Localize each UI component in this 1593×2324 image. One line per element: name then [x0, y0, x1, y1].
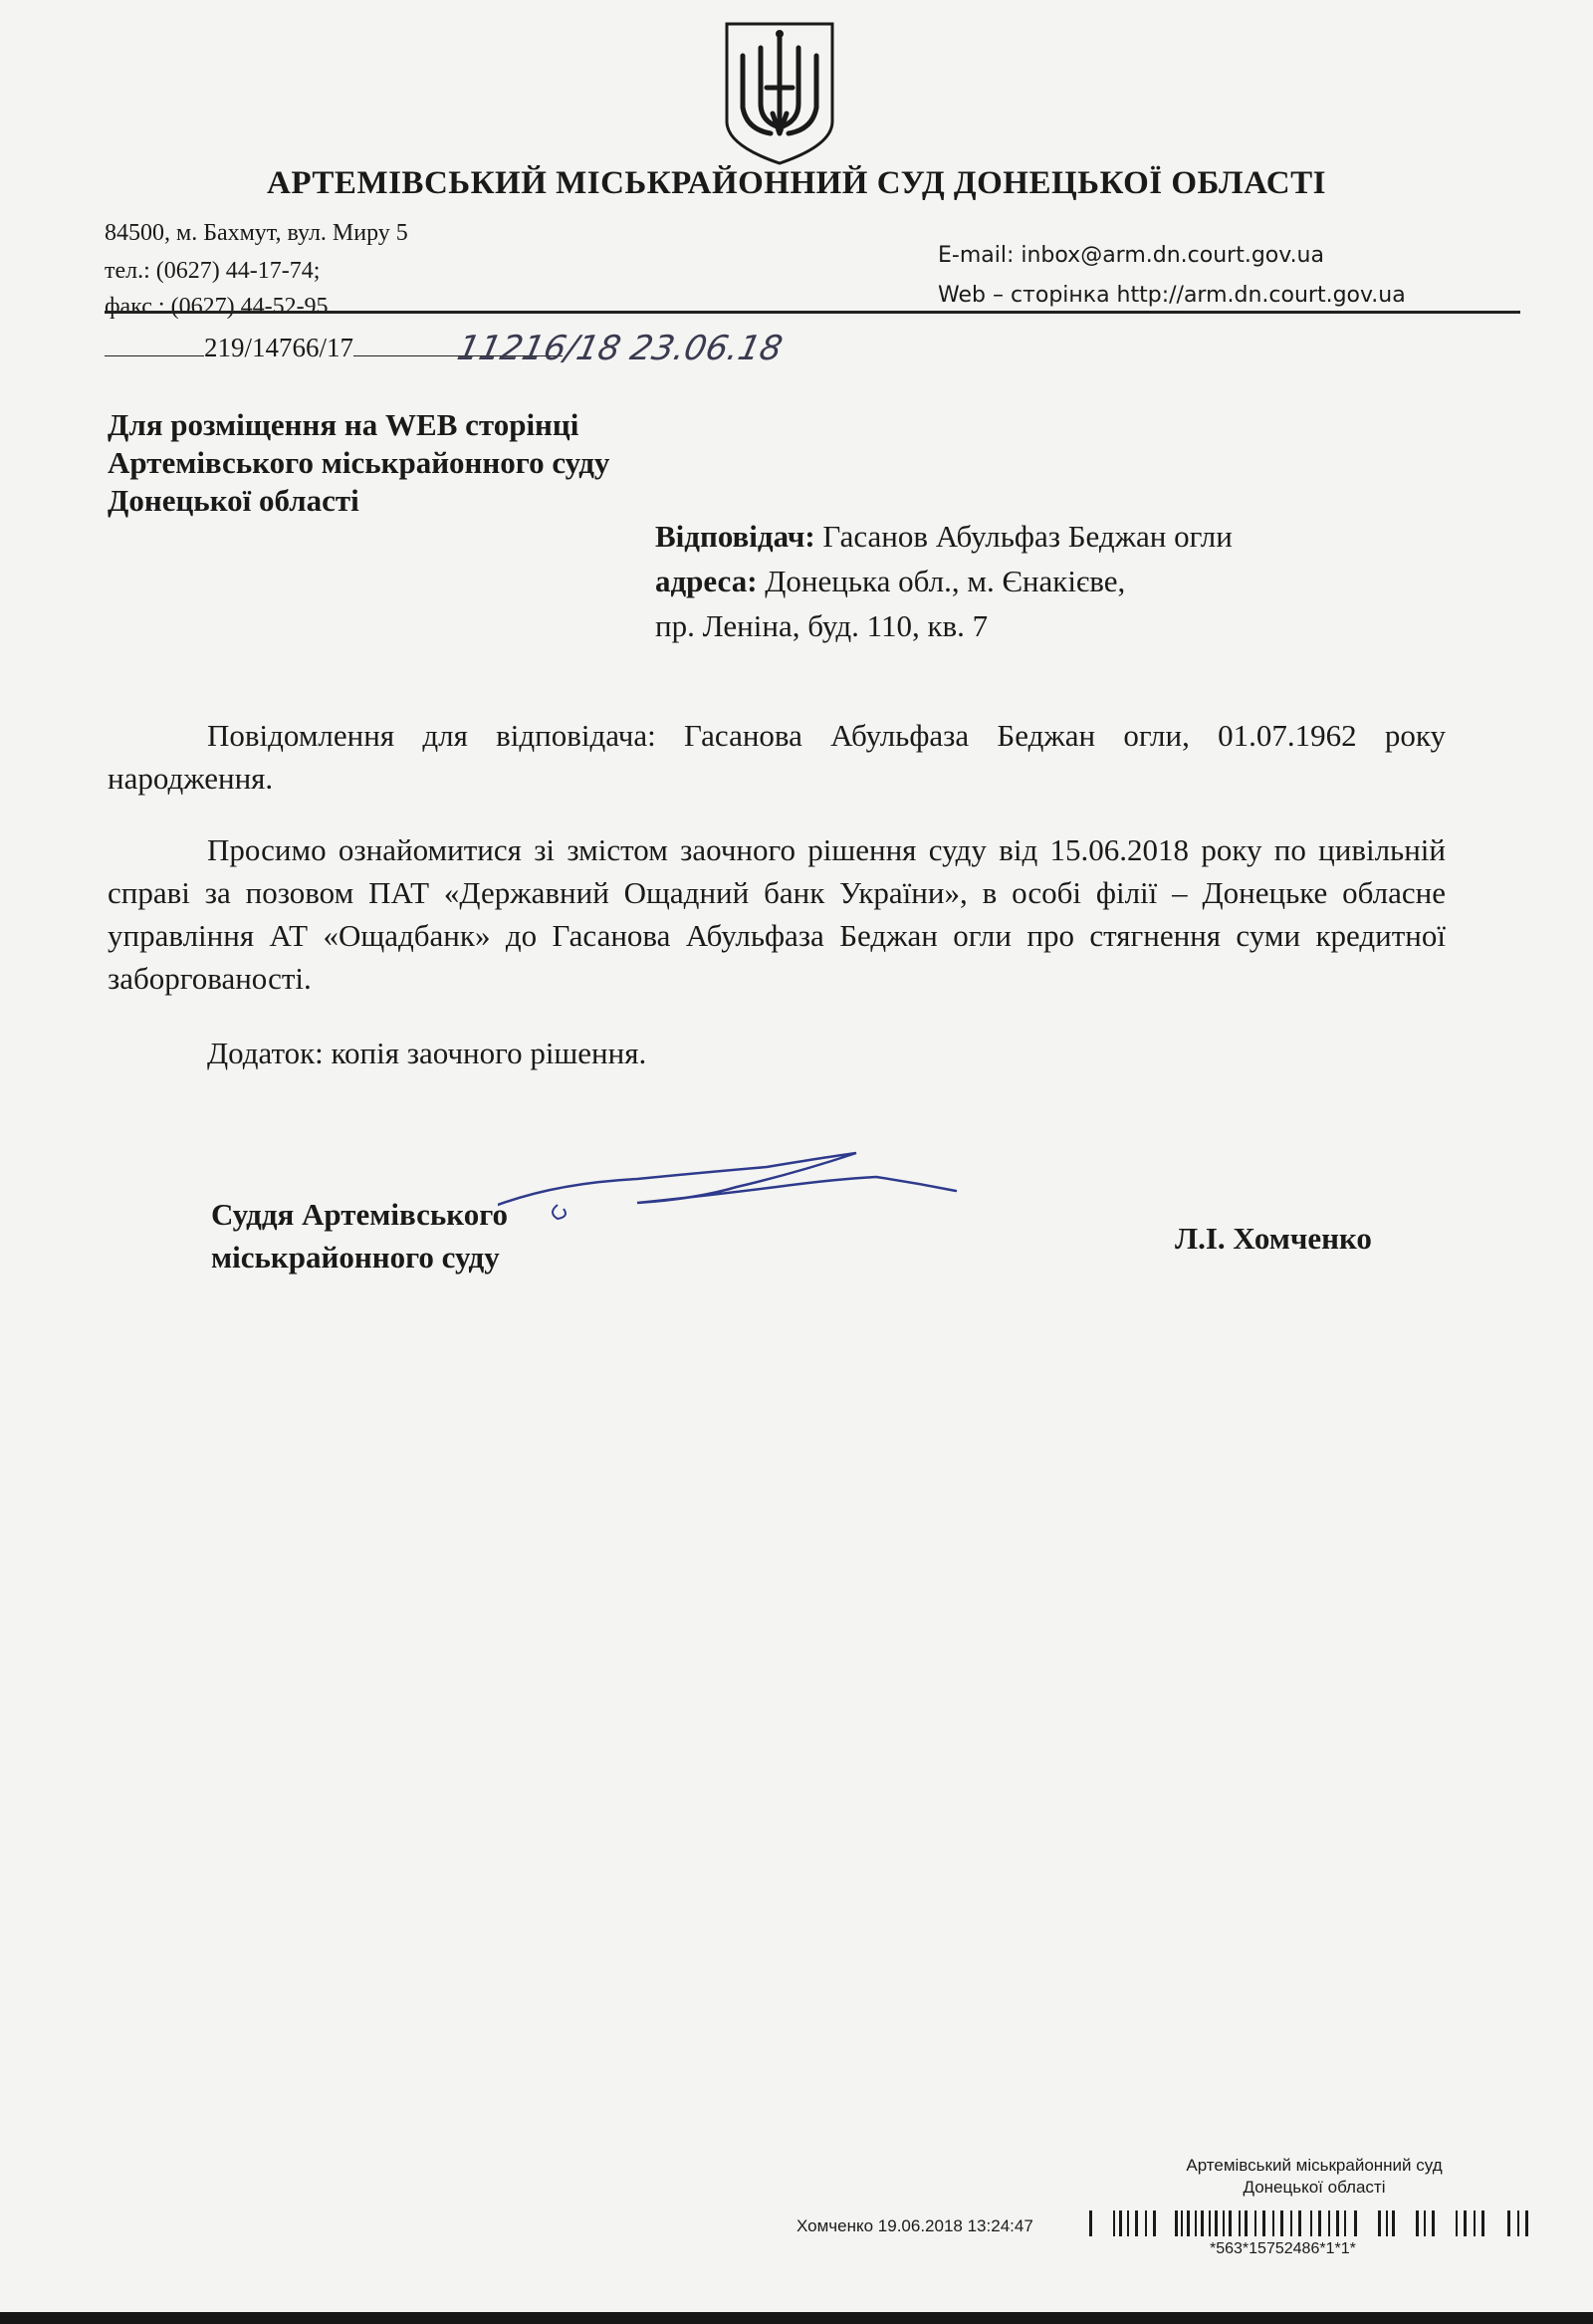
court-fax: факс.: (0627) 44-52-95. [105, 294, 335, 320]
header-divider [105, 311, 1520, 314]
signer-title-line: Суддя Артемівського [211, 1197, 509, 1232]
recipient-line: Для розміщення на WEB сторінці [108, 407, 579, 442]
stamp-court-line: Донецької області [1243, 2178, 1386, 2197]
stamp-meta: Хомченко 19.06.2018 13:24:47 [796, 2216, 1033, 2235]
scan-edge [0, 2312, 1593, 2324]
court-website: Web – сторінка http://arm.dn.court.gov.ua [938, 283, 1406, 308]
judge-name: Л.І. Хомченко [1175, 1221, 1372, 1256]
blank-line [105, 334, 204, 356]
address-label: адреса: [655, 564, 758, 598]
recipient-block [108, 406, 609, 520]
defendant-address: Донецька обл., м. Єнакієве, [765, 564, 1126, 598]
signer-title-line: міськрайонного суду [211, 1240, 500, 1275]
defendant-address-line [655, 559, 1233, 603]
defendant-name-line [655, 514, 1233, 559]
recipient-line: Донецької області [108, 483, 359, 518]
court-address: 84500, м. Бахмут, вул. Миру 5 [105, 220, 408, 246]
body-paragraph: Повідомлення для відповідача: Гасанова Абульфаза Беджан огли, 01.07.1962 року народження. [108, 718, 1446, 796]
barcode-text: *563*15752486*1*1* [1210, 2240, 1356, 2257]
signer-title [211, 1193, 508, 1278]
defendant-address-line2: пр. Леніна, буд. 110, кв. 7 [655, 608, 989, 643]
court-name: АРТЕМІВСЬКИЙ МІСЬКРАЙОННИЙ СУД ДОНЕЦЬКОЇ ОБЛАСТІ [267, 165, 1326, 201]
handwritten-registration: 11216/18 23.06.18 [453, 329, 787, 368]
recipient-line: Артемівського міськрайонного суду [108, 445, 610, 480]
coat-of-arms-icon [721, 18, 838, 167]
court-phone: тел.: (0627) 44-17-74; [105, 258, 321, 284]
attachment-note: Додаток: копія заочного рішення. [207, 1036, 647, 1070]
handwritten-signature [498, 1143, 976, 1243]
defendant-label: Відповідач: [655, 519, 815, 554]
stamp-court-line: Артемівський міськрайонний суд [1186, 2156, 1443, 2175]
court-email: E-mail: inbox@arm.dn.court.gov.ua [938, 243, 1324, 268]
body-paragraph: Просимо ознайомитися зі змістом заочного рішення суду від 15.06.2018 року по цивільній справі за позовом ПАТ «Державний Ощадний банк України», в особі філії – Донецьке обласне управління АТ «Ощадбанк» до Гасанова Абульфаза Беджан огли про стягнення суми кредитної заборгованості. [108, 832, 1446, 996]
registry-stamp [1155, 2155, 1474, 2199]
case-number: 219/14766/17 [204, 333, 354, 362]
barcode-icon [1083, 2208, 1551, 2238]
defendant-block [655, 514, 1233, 648]
defendant-name: Гасанов Абульфаз Беджан огли [822, 519, 1233, 554]
